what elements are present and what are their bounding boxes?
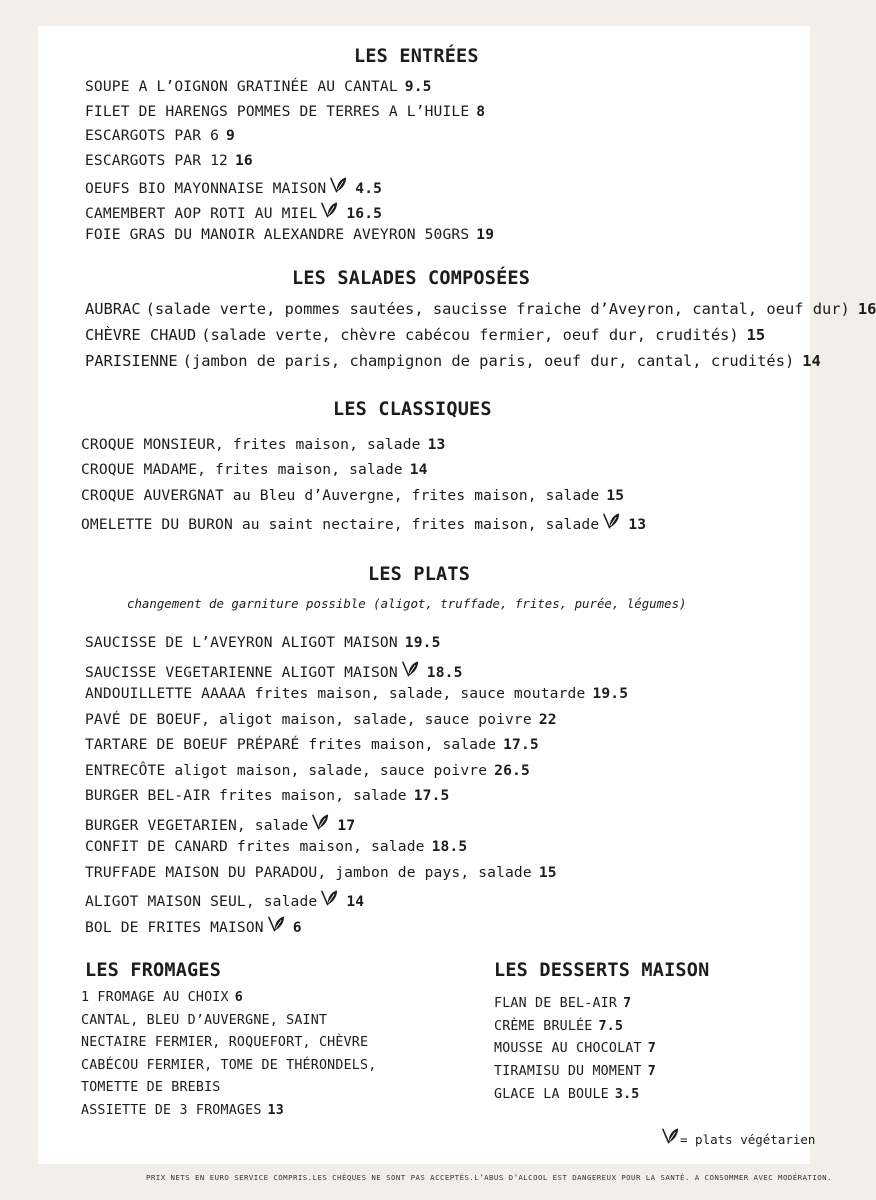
item-price: 19.5 xyxy=(592,685,629,702)
item-name: BURGER BEL-AIR frites maison, salade xyxy=(85,787,407,804)
item-price: 19 xyxy=(476,225,495,243)
item-name: ESCARGOTS PAR 6 xyxy=(85,127,220,145)
plats-title: LES PLATS xyxy=(368,564,471,585)
fromage-line xyxy=(81,1080,221,1095)
item-name: TARTARE DE BOEUF PRÉPARÉ frites maison, salade xyxy=(85,736,497,753)
item-description: (salade verte, pommes sautées, saucisse fraiche d’Aveyron, cantal, oeuf dur) xyxy=(145,300,850,318)
salad-item xyxy=(85,352,821,370)
dessert-item xyxy=(494,1019,623,1034)
menu-item xyxy=(85,762,530,779)
item-price: 16.5 xyxy=(346,205,383,222)
fromage-text: TOMETTE DE BREBIS xyxy=(81,1080,221,1096)
item-price: 14 xyxy=(802,352,821,370)
menu-item xyxy=(85,787,449,804)
item-price: 7 xyxy=(623,996,632,1011)
item-price: 13 xyxy=(628,515,647,533)
item-name: BOL DE FRITES MAISON xyxy=(85,918,264,936)
item-price: 16 xyxy=(857,300,876,318)
item-name: CROQUE MADAME, frites maison, salade xyxy=(81,461,403,479)
item-name: GLACE LA BOULE xyxy=(494,1086,609,1102)
menu-item xyxy=(85,864,557,881)
item-description: (salade verte, chèvre cabécou fermier, oeuf dur, crudités) xyxy=(201,326,739,344)
item-price: 3.5 xyxy=(614,1086,640,1102)
menu-item xyxy=(85,660,463,681)
item-price: 16 xyxy=(234,151,253,169)
legend-text: = plats végétarien xyxy=(680,1132,816,1147)
item-price: 22 xyxy=(538,710,557,728)
item-name: CRÈME BRULÉE xyxy=(494,1018,593,1034)
menu-item xyxy=(85,634,441,651)
item-name: CONFIT DE CANARD frites maison, salade xyxy=(85,838,425,855)
menu-item xyxy=(85,736,539,753)
fromages-title: LES FROMAGES xyxy=(85,960,222,981)
item-price: 19.5 xyxy=(404,634,441,651)
fromage-text: ASSIETTE DE 3 FROMAGES xyxy=(81,1103,262,1118)
dessert-item xyxy=(494,1041,656,1056)
item-name: MOUSSE AU CHOCOLAT xyxy=(494,1041,642,1057)
item-name: SAUCISSE VEGETARIENNE ALIGOT MAISON xyxy=(85,663,398,681)
item-name: ENTRECÔTE aligot maison, salade, sauce poivre xyxy=(85,761,488,779)
item-name: CHÈVRE CHAUD xyxy=(85,326,197,344)
menu-item xyxy=(85,226,494,243)
salades-title: LES SALADES COMPOSÉES xyxy=(292,268,531,289)
menu-item xyxy=(85,127,235,144)
item-price: 13 xyxy=(427,436,446,453)
salad-item xyxy=(85,326,765,344)
menu-item xyxy=(85,813,355,834)
fromage-line xyxy=(81,1035,368,1050)
dessert-item xyxy=(494,1087,640,1102)
vegetarian-leaf-icon xyxy=(329,176,348,194)
classiques-title: LES CLASSIQUES xyxy=(333,399,492,420)
item-price: 7 xyxy=(647,1041,656,1057)
item-name: TIRAMISU DU MOMENT xyxy=(494,1064,642,1080)
item-name: FILET DE HARENGS POMMES DE TERRES A L’HUILE xyxy=(85,102,470,120)
item-name: ALIGOT MAISON SEUL, salade xyxy=(85,893,318,910)
fromage-line xyxy=(81,990,243,1005)
menu-item xyxy=(81,487,624,504)
item-price: 7.5 xyxy=(598,1018,624,1034)
vegetarian-leaf-icon xyxy=(320,889,339,907)
item-name: ANDOUILLETTE AAAAA frites maison, salade, sauce moutarde xyxy=(85,685,586,702)
menu-item xyxy=(81,436,445,453)
item-price: 6 xyxy=(292,918,302,936)
vegetarian-leaf-icon xyxy=(311,813,330,831)
item-name: PARISIENNE xyxy=(85,352,178,370)
menu-item xyxy=(81,461,428,478)
fromage-text: 1 FROMAGE AU CHOIX xyxy=(81,990,229,1005)
fromage-text: CANTAL, BLEU D’AUVERGNE, SAINT xyxy=(81,1012,328,1028)
fromage-text: CABÉCOU FERMIER, TOME DE THÉRONDELS, xyxy=(81,1057,377,1073)
menu-item xyxy=(85,201,382,222)
item-name: CROQUE AUVERGNAT au Bleu d’Auvergne, frites maison, salade xyxy=(81,486,600,504)
item-price: 18.5 xyxy=(431,838,468,855)
fromage-text: NECTAIRE FERMIER, ROQUEFORT, CHÈVRE xyxy=(81,1035,369,1051)
item-description: (jambon de paris, champignon de paris, oeuf dur, cantal, crudités) xyxy=(182,352,795,370)
item-name: SAUCISSE DE L’AVEYRON ALIGOT MAISON xyxy=(85,634,398,651)
item-price: 15 xyxy=(746,326,766,344)
desserts-title: LES DESSERTS MAISON xyxy=(494,960,710,981)
item-price: 15 xyxy=(606,486,625,504)
menu-sheet xyxy=(38,26,876,1164)
item-price: 9.5 xyxy=(404,78,432,95)
item-name: FLAN DE BEL-AIR xyxy=(494,996,618,1011)
item-name: SOUPE A L’OIGNON GRATINÉE AU CANTAL xyxy=(85,78,398,95)
item-name: ESCARGOTS PAR 12 xyxy=(85,151,228,169)
fromage-line xyxy=(81,1058,376,1073)
item-price: 17 xyxy=(337,816,356,834)
vegetarian-leaf-icon xyxy=(602,512,621,530)
item-price: 7 xyxy=(647,1064,656,1080)
menu-item xyxy=(85,838,467,855)
item-price: 14 xyxy=(409,461,428,479)
item-price: 15 xyxy=(538,863,557,881)
menu-item xyxy=(85,685,628,702)
item-price: 18.5 xyxy=(426,663,463,681)
footer-note: PRIX NETS EN EURO SERVICE COMPRIS.LES CHÈQUES NE SONT PAS ACCEPTÉS.L’ABUS D’ALCOOL EST DANGEREUX POUR LA SANTÉ. A CONSOMMER AVEC MODÉRATION. xyxy=(146,1173,832,1182)
item-price: 8 xyxy=(476,102,486,120)
item-name: FOIE GRAS DU MANOIR ALEXANDRE AVEYRON 50GRS xyxy=(85,225,470,243)
item-price: 26.5 xyxy=(494,761,530,779)
fromage-line xyxy=(81,1013,327,1028)
item-name: BURGER VEGETARIEN, salade xyxy=(85,816,309,834)
item-name: TRUFFADE MAISON DU PARADOU, jambon de pays, salade xyxy=(85,863,532,881)
fromage-line xyxy=(81,1103,284,1118)
dessert-item xyxy=(494,996,631,1011)
legend xyxy=(658,1127,815,1148)
vegetarian-leaf-icon xyxy=(267,915,286,933)
fromage-price: 6 xyxy=(234,990,243,1005)
item-name: OMELETTE DU BURON au saint nectaire, frites maison, salade xyxy=(81,515,600,533)
item-name: CROQUE MONSIEUR, frites maison, salade xyxy=(81,436,421,453)
menu-item xyxy=(85,152,253,169)
item-price: 17.5 xyxy=(413,787,450,804)
menu-item xyxy=(85,889,364,910)
item-price: 9 xyxy=(226,127,235,145)
item-name: AUBRAC xyxy=(85,300,141,318)
item-name: PAVÉ DE BOEUF, aligot maison, salade, sauce poivre xyxy=(85,710,532,728)
entrees-title: LES ENTRÉES xyxy=(354,46,479,67)
vegetarian-leaf-icon xyxy=(401,660,420,678)
menu-item xyxy=(81,512,646,533)
vegetarian-leaf-icon xyxy=(320,201,339,219)
item-price: 14 xyxy=(346,893,365,910)
menu-item xyxy=(85,103,485,120)
item-price: 17.5 xyxy=(503,736,539,753)
menu-item xyxy=(85,176,382,197)
fromage-price: 13 xyxy=(267,1103,284,1118)
vegetarian-leaf-icon xyxy=(661,1127,680,1145)
item-name: OEUFS BIO MAYONNAISE MAISON xyxy=(85,180,327,198)
menu-item xyxy=(85,711,557,728)
menu-item xyxy=(85,915,302,936)
salad-item xyxy=(85,300,876,318)
item-name: CAMEMBERT AOP ROTI AU MIEL xyxy=(85,205,318,222)
dessert-item xyxy=(494,1064,656,1079)
plats-note: changement de garniture possible (aligot, truffade, frites, purée, légumes) xyxy=(127,596,687,611)
menu-item xyxy=(85,78,432,95)
item-price: 4.5 xyxy=(355,180,383,198)
